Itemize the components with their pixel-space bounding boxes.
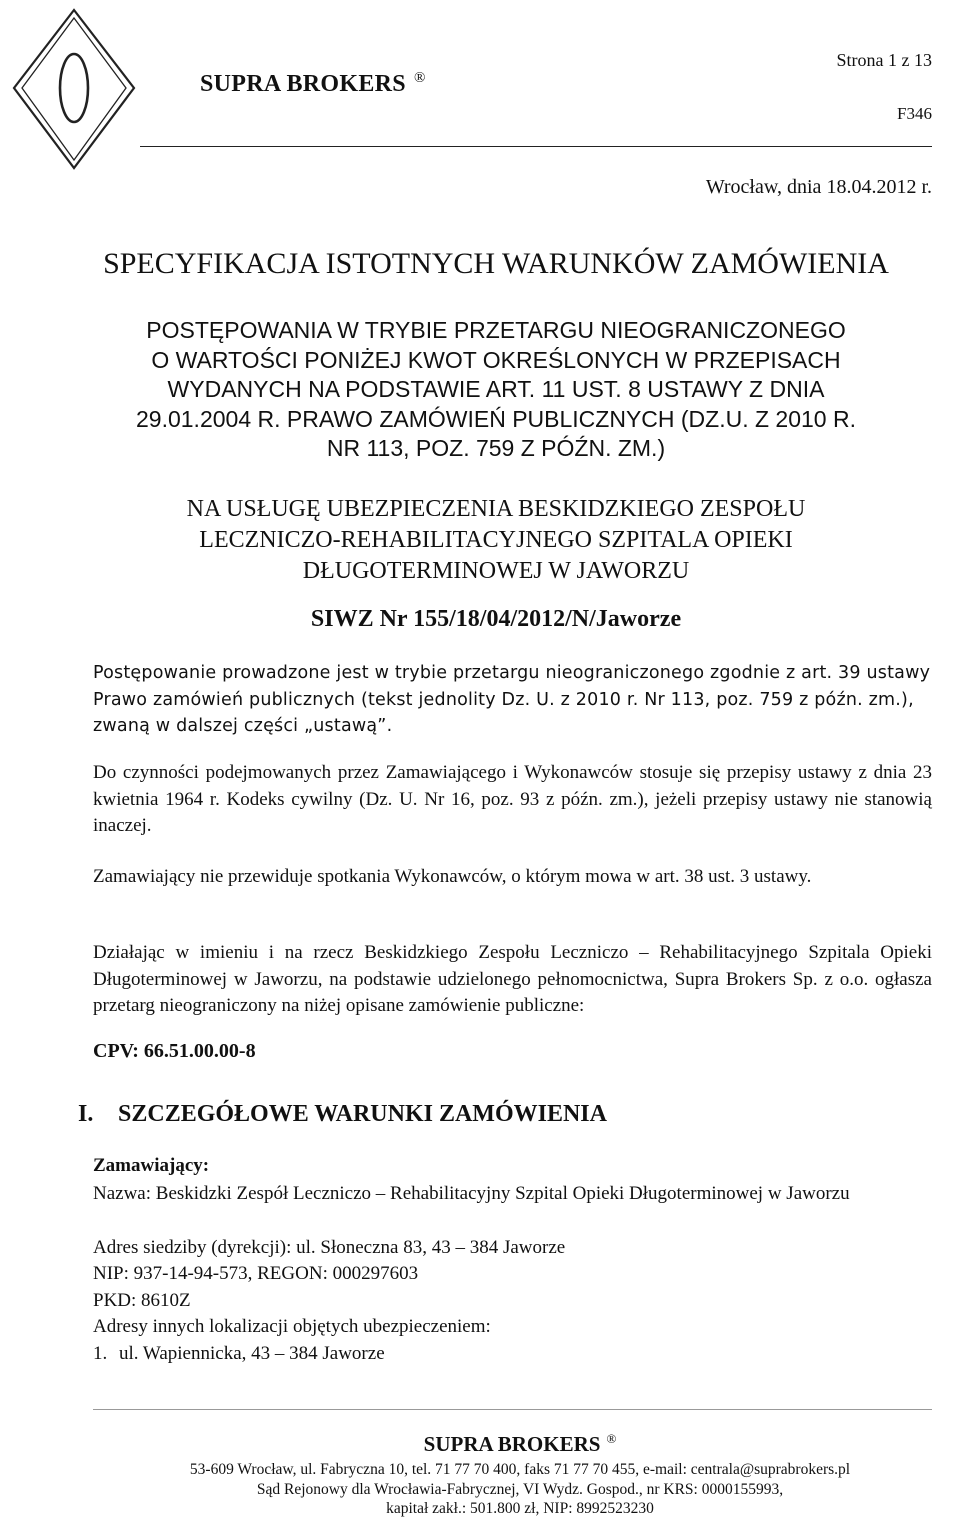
zamawiajacy-nip-regon: NIP: 937-14-94-573, REGON: 000297603 — [93, 1263, 419, 1284]
paragraph-civil-code: Do czynności podejmowanych przez Zamawiającego i Wykonawców stosuje się przepisy ustawy z dnia 23 kwietnia 1964 r. Kodeks cywilny (Dz. U. Nr 16, poz. 93 z późn. zm.), jeżeli przepisy ustawy nie stanowią inaczej. — [93, 762, 932, 836]
procedure-line: 29.01.2004 R. PRAWO ZAMÓWIEŃ PUBLICZNYCH (DZ.U. Z 2010 R. — [136, 405, 856, 432]
zamawiajacy-name: Nazwa: Beskidzki Zespół Leczniczo – Rehabilitacyjny Szpital Opieki Długoterminowej w Jaworzu — [93, 1183, 850, 1204]
registered-mark-icon: ® — [413, 70, 426, 86]
paragraph-procedure-basis: Postępowanie prowadzone jest w trybie przetargu nieograniczonego zgodnie z art. 39 ustawy Prawo zamówień publicznych (tekst jednolity Dz. U. z 2010 r. Nr 113, poz. 759 z późn. zm.), zwaną w dalszej części „ustawą”. — [93, 663, 931, 736]
subject-line: DŁUGOTERMINOWEJ W JAWORZU — [302, 558, 690, 584]
form-code: F346 — [897, 104, 932, 123]
footer-capital: kapitał zakł.: 501.800 zł, NIP: 8992523230 — [386, 1500, 654, 1517]
section-number: I. — [78, 1101, 94, 1127]
section-title: SZCZEGÓŁOWE WARUNKI ZAMÓWIENIA — [118, 1101, 607, 1127]
procedure-line: O WARTOŚCI PONIŻEJ KWOT OKREŚLONYCH W PRZEPISACH — [151, 346, 841, 373]
list-item — [93, 1341, 932, 1368]
subject-description — [60, 494, 932, 587]
section-heading — [78, 1101, 607, 1128]
footer-brand: SUPRA BROKERS ® — [423, 1431, 617, 1456]
zamawiajacy-label: Zamawiający: — [93, 1155, 210, 1176]
cpv-code: CPV: 66.51.00.00-8 — [93, 1040, 256, 1062]
paragraph-no-meeting: Zamawiający nie przewiduje spotkania Wykonawców, o którym mowa w art. 38 ust. 3 ustawy. — [93, 866, 812, 887]
procedure-line: POSTĘPOWANIA W TRYBIE PRZETARGU NIEOGRANICZONEGO — [146, 317, 846, 343]
footer-divider — [93, 1409, 932, 1410]
header-brand: SUPRA BROKERS ® — [200, 70, 426, 97]
procedure-description — [60, 316, 932, 464]
procedure-line: NR 113, POZ. 759 Z PÓŹN. ZM.) — [326, 435, 666, 461]
procedure-line: WYDANYCH NA PODSTAWIE ART. 11 UST. 8 USTAWY Z DNIA — [167, 376, 825, 402]
siwz-number: SIWZ Nr 155/18/04/2012/N/Jaworze — [310, 606, 682, 632]
supra-brokers-logo-icon — [8, 4, 140, 174]
subject-line: LECZNICZO-REHABILITACYJNEGO SZPITALA OPIEKI — [199, 527, 793, 553]
subject-line: NA USŁUGĘ UBEZPIECZENIA BESKIDZKIEGO ZESPOŁU — [186, 496, 806, 522]
zamawiajacy-address: Adres siedziby (dyrekcji): ul. Słoneczna 83, 43 – 384 Jaworze — [93, 1237, 566, 1258]
registered-mark-icon: ® — [606, 1431, 617, 1446]
list-item-number: 1. — [93, 1343, 108, 1364]
document-title: SPECYFIKACJA ISTOTNYCH WARUNKÓW ZAMÓWIENIA — [103, 247, 889, 280]
list-item-address: ul. Wapiennicka, 43 – 384 Jaworze — [119, 1343, 385, 1364]
other-locations-label: Adresy innych lokalizacji objętych ubezpieczeniem: — [93, 1316, 491, 1337]
header-divider — [140, 146, 932, 147]
place-date: Wrocław, dnia 18.04.2012 r. — [705, 176, 932, 198]
footer-court-registry: Sąd Rejonowy dla Wrocławia-Fabrycznej, VI Wydz. Gospod., nr KRS: 0000155993, — [256, 1481, 784, 1498]
page-indicator: Strona 1 z 13 — [836, 50, 932, 70]
zamawiajacy-pkd: PKD: 8610Z — [93, 1290, 191, 1311]
paragraph-authorization: Działając w imieniu i na rzecz Beskidzkiego Zespołu Leczniczo – Rehabilitacyjnego Szpitala Opieki Długoterminowej w Jaworzu, na podstawie udzielonego pełnomocnictwa, Supra Brokers Sp. z o.o. ogłasza przetarg nieograniczony na niżej opisane zamówienie publiczne: — [93, 942, 932, 1016]
footer-contact: 53-609 Wrocław, ul. Fabryczna 10, tel. 71 77 70 400, faks 71 77 70 455, e-mail: centrala@suprabrokers.pl — [189, 1461, 851, 1478]
